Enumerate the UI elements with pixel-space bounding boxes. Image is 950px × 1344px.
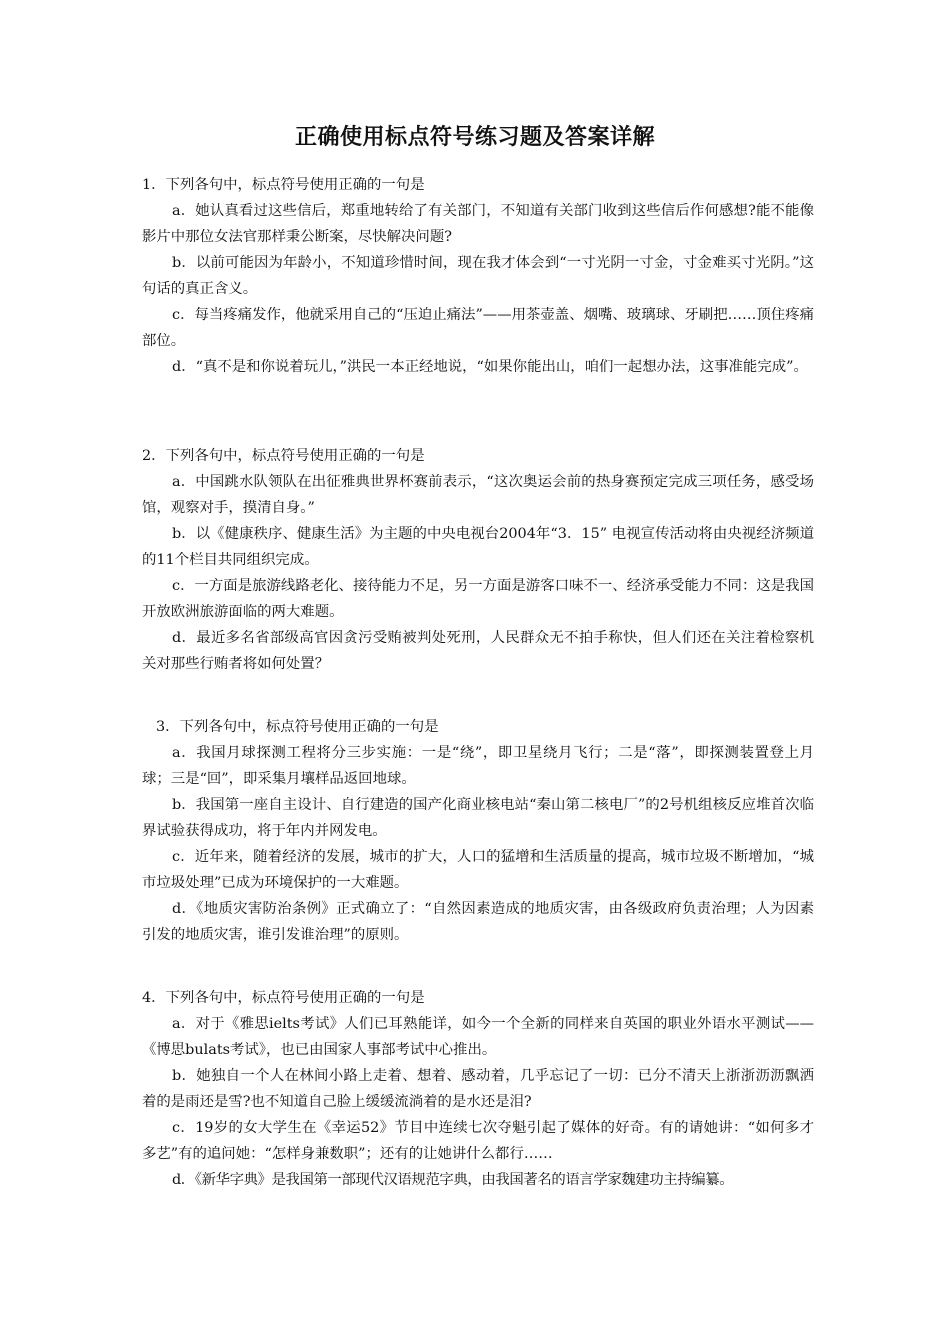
option-b: b．她独自一个人在林间小路上走着、想着、感动着，几乎忘记了一切：已分不清天上浙浙沥沥飘洒着的是雨还是雪?也不知道自己脸上缓缓流淌着的是水还是泪?	[142, 1068, 814, 1110]
question-stem: 2．下列各句中，标点符号使用正确的一句是	[142, 448, 425, 464]
option-b: b．以前可能因为年龄小，不知道珍惜时间，现在我才体会到“一寸光阴一寸金，寸金难买寸光阴。”这句话的真正含义。	[142, 255, 814, 297]
option-c: c．一方面是旅游线路老化、接待能力不足，另一方面是游客口味不一、经济承受能力不同：这是我国开放欧洲旅游面临的两大难题。	[142, 578, 814, 620]
option-c: c．19岁的女大学生在《幸运52》节目中连续七次夺魁引起了媒体的好奇。有的请她讲：“如何多才多艺”有的追问她：“怎样身兼数职”；还有的让她讲什么都行……	[142, 1120, 814, 1162]
question-1	[142, 172, 814, 380]
option-a: a．我国月球探测工程将分三步实施：一是“绕”，即卫星绕月飞行；二是“落”，即探测装置登上月球；三是“回”，即采集月壤样品返回地球。	[142, 745, 814, 787]
option-d: d．《地质灾害防治条例》正式确立了：“自然因素造成的地质灾害，由各级政府负责治理；人为因素引发的地质灾害，谁引发谁治理”的原则。	[142, 901, 814, 943]
question-stem: 4．下列各句中，标点符号使用正确的一句是	[142, 990, 425, 1006]
option-b: b．以《健康秩序、健康生活》为主题的中央电视台2004年“3．15” 电视宣传活动将由央视经济频道的11个栏目共同组织完成。	[142, 526, 814, 568]
option-c: c．每当疼痛发作，他就采用自己的“压迫止痛法”——用茶壶盖、烟嘴、玻璃球、牙刷把……顶住疼痛部位。	[142, 307, 814, 349]
option-a: a．中国跳水队领队在出征雅典世界杯赛前表示，“这次奥运会前的热身赛预定完成三项任务，感受场馆，观察对手，摸清自身。”	[142, 474, 814, 516]
question-4	[142, 985, 814, 1193]
option-d: d．《新华字典》是我国第一部现代汉语规范字典，由我国著名的语言学家魏建功主持编纂。	[172, 1172, 734, 1188]
document-title: 正确使用标点符号练习题及答案详解	[294, 125, 655, 150]
option-c: c．近年来，随着经济的发展，城市的扩大，人口的猛增和生活质量的提高，城市垃圾不断增加，“城市垃圾处理”已成为环境保护的一大难题。	[142, 849, 814, 891]
option-b: b．我国第一座自主设计、自行建造的国产化商业核电站“秦山第二核电厂”的2号机组核反应堆首次临界试验获得成功，将于年内并网发电。	[142, 797, 814, 839]
option-d: d．最近多名省部级高官因贪污受贿被判处死刑，人民群众无不拍手称快，但人们还在关注着检察机关对那些行贿者将如何处置？	[142, 630, 814, 672]
question-stem: 3．下列各句中，标点符号使用正确的一句是	[156, 719, 439, 735]
option-a: a．她认真看过这些信后，郑重地转给了有关部门，不知道有关部门收到这些信后作何感想?能不能像影片中那位女法官那样秉公断案，尽快解决问题?	[142, 203, 814, 245]
question-2	[142, 443, 814, 677]
question-stem: 1．下列各句中，标点符号使用正确的一句是	[142, 177, 425, 193]
option-a: a．对于《雅思ielts考试》人们已耳熟能详，如今一个全新的同样来自英国的职业外语水平测试——《博思bulats考试》，也已由国家人事部考试中心推出。	[142, 1016, 814, 1058]
option-d: d．“真不是和你说着玩儿，”洪民一本正经地说，“如果你能出山，咱们一起想办法，这事准能完成”。	[172, 359, 808, 375]
question-3	[142, 714, 814, 948]
